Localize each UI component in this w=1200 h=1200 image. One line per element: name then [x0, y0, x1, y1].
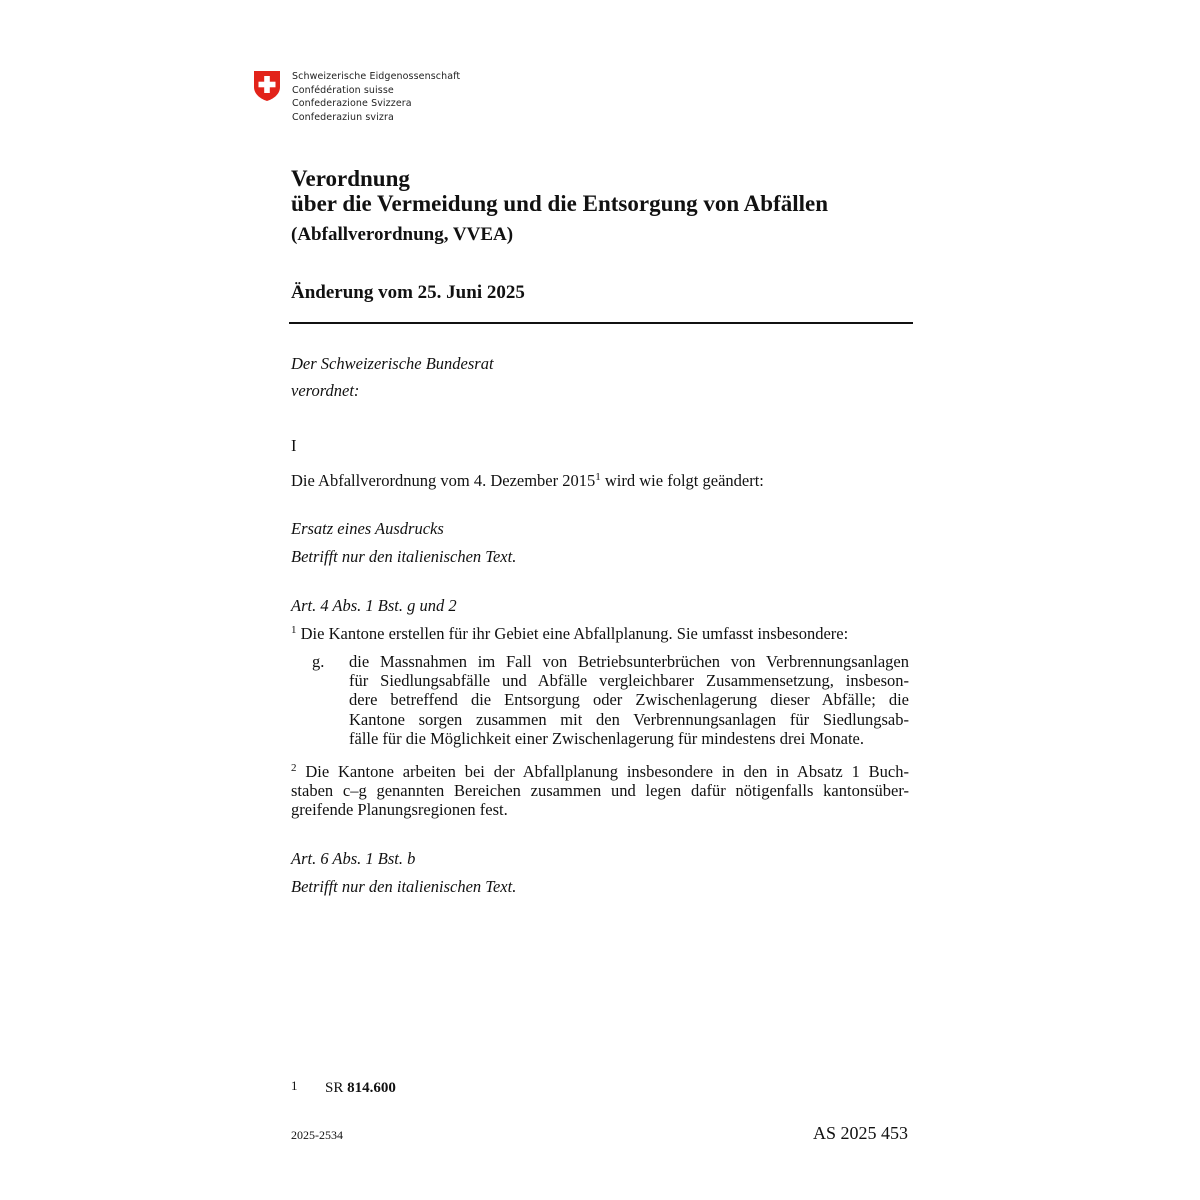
sr-number[interactable]: 814.600 [347, 1080, 396, 1096]
short-title: (Abfallverordnung, VVEA) [291, 224, 514, 245]
swiss-cross-shield-icon [253, 70, 281, 102]
letter-g-line: dere betreffend die Entsorgung oder Zwischenlagerung dieser Abfälle; die [349, 690, 909, 710]
paragraph-2-line: greifende Planungsregionen fest. [291, 800, 508, 820]
letter-g-line: fälle für die Möglichkeit einer Zwischenlagerung für mindestens drei Monate. [349, 728, 864, 748]
replacement-note: Betrifft nur den italienischen Text. [291, 547, 517, 566]
title-line-1: Verordnung [291, 166, 410, 191]
confederation-names [292, 70, 460, 124]
letter-g-line: für Siedlungsabfälle und Abfälle vergleichbarer Zusammensetzung, insbeson- [349, 671, 909, 691]
footnote-ref[interactable]: 1 [595, 471, 601, 483]
title-divider [289, 322, 913, 324]
confederation-name-it: Confederazione Svizzera [292, 98, 412, 110]
official-collection-ref: AS 2025 453 [812, 1123, 908, 1143]
title-line-2: über die Vermeidung und die Entsorgung von Abfällen [291, 191, 829, 216]
paragraph-text: Die Kantone erstellen für ihr Gebiet eine Abfallplanung. Sie umfasst insbesondere: [296, 624, 849, 643]
art4-paragraph-1 [291, 624, 848, 644]
confederation-name-fr: Confédération suisse [292, 84, 394, 96]
footnote-text [325, 1080, 396, 1097]
intro-text-end: wird wie folgt geändert: [600, 471, 764, 490]
section-numeral: I [291, 436, 297, 455]
art4-heading: Art. 4 Abs. 1 Bst. g und 2 [291, 596, 457, 615]
section-intro [291, 471, 764, 491]
footnote-number: 1 [291, 1078, 298, 1093]
paragraph-number: 1 [291, 624, 297, 636]
letter-marker: g. [312, 652, 325, 671]
art4-paragraph-2 [291, 762, 909, 820]
letter-g-line: Kantone sorgen zusammen mit den Verbrennungsanlagen für Siedlungsab- [349, 709, 909, 729]
art6-heading: Art. 6 Abs. 1 Bst. b [291, 849, 416, 868]
document-id: 2025-2534 [291, 1128, 343, 1142]
paragraph-number: 2 [291, 762, 297, 774]
confederation-name-rm: Confederaziun svizra [292, 111, 394, 123]
art6-note: Betrifft nur den italienischen Text. [291, 877, 517, 896]
amendment-date: Änderung vom 25. Juni 2025 [291, 282, 525, 303]
paragraph-2-line: staben c–g genannten Bereichen zusammen und legen dafür nötigenfalls kantonsüber- [291, 781, 909, 801]
letter-g-line: die Massnahmen im Fall von Betriebsunterbrüchen von Verbrennungsanlagen [349, 652, 909, 671]
preamble-verb: verordnet: [291, 381, 360, 400]
paragraph-2-line: $^2$ Die Kantone arbeiten bei der Abfallplanung insbesondere in den in Absatz 1 Buch- [291, 762, 909, 781]
confederation-name-de: Schweizerische Eidgenossenschaft [292, 71, 461, 82]
footnote-prefix: SR [325, 1080, 348, 1096]
preamble-authority: Der Schweizerische Bundesrat [291, 354, 494, 373]
letter-g-text [349, 652, 909, 748]
intro-text: Die Abfallverordnung vom 4. Dezember 2015 [291, 471, 596, 490]
replacement-heading: Ersatz eines Ausdrucks [291, 519, 444, 538]
